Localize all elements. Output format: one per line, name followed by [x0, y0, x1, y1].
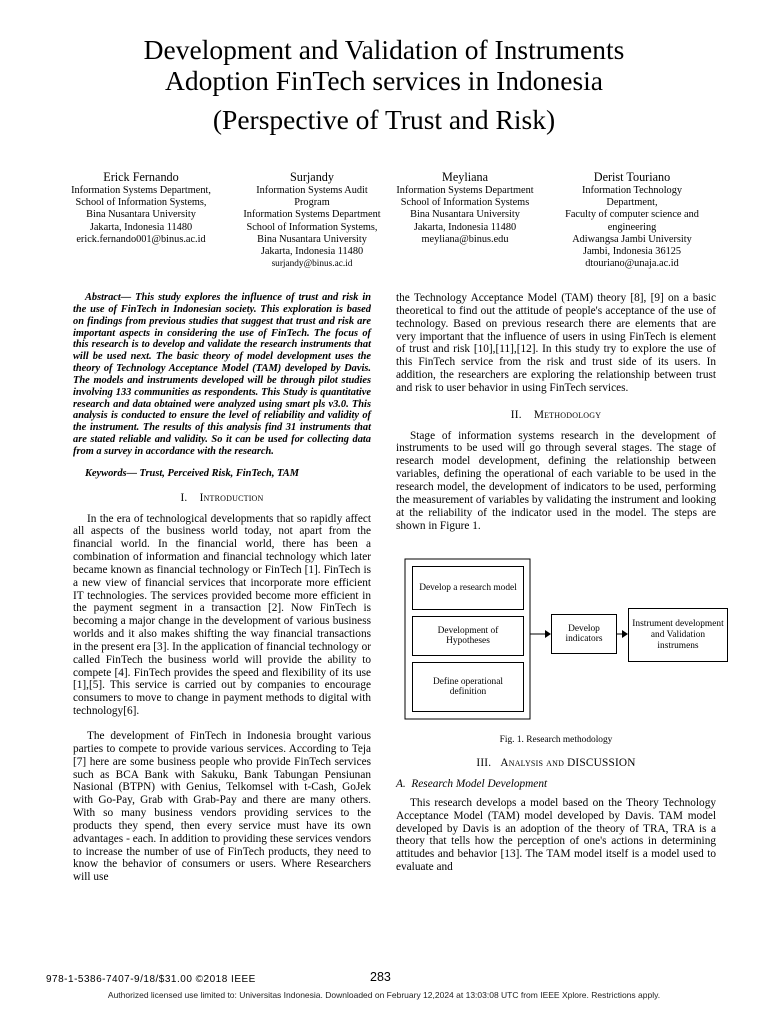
box-development-of-hypotheses: Development of Hypotheses — [412, 616, 524, 656]
author-1 — [48, 170, 234, 246]
section-title: Methodology — [533, 408, 602, 421]
author-affiliation-line: Bina Nusantara University — [410, 209, 520, 221]
box-develop-indicators: Develop indicators — [551, 614, 617, 654]
author-affiliation-line: engineering — [607, 221, 657, 233]
left-column — [73, 292, 371, 884]
isbn-footer: 978-1-5386-7407-9/18/$31.00 ©2018 IEEE — [46, 974, 256, 985]
author-affiliation-line: School of Information Systems, — [246, 221, 378, 233]
author-affiliation-line: Information Systems Audit — [256, 185, 368, 196]
title-line-1: Development and Validation of Instruments — [143, 34, 625, 65]
author-affiliation-line: Information Systems Department — [243, 209, 381, 221]
author-affiliation-line: Adiwangsa Jambi University — [572, 233, 692, 245]
title-line-2: Adoption FinTech services in Indonesia — [165, 65, 603, 96]
author-affiliation-line: Information Technology — [581, 185, 683, 196]
author-affiliation-line: Jakarta, Indonesia 11480 — [260, 246, 364, 258]
body-paragraph: Stage of information systems research in the development of instruments to be used will go through several stages. The stage of research model development, defining the relationship between variables, defining the operational of each variable to be used in the research model, the development of indicators to be used, performing the measurement of variables by validating the instrument and looking at the reliability of the indicator used in the model. The steps are shown in Figure 1. — [396, 429, 716, 532]
author-affiliation-line: Jakarta, Indonesia 11480 — [413, 221, 517, 233]
keywords: Keywords— Trust, Perceived Risk, FinTech, TAM — [85, 467, 299, 479]
section-heading-introduction — [73, 492, 371, 505]
section-number: III. — [476, 757, 492, 770]
author-affiliation-line: Jambi, Indonesia 36125 — [582, 246, 682, 258]
author-name: Erick Fernando — [103, 170, 179, 184]
author-block — [48, 170, 720, 280]
author-affiliation-line: Bina Nusantara University — [86, 209, 196, 221]
body-paragraph: In the era of technological developments that so rapidly affect all aspects of the business world today, not apart from the financial world. In the financial world, there has been a combination of information and financial technology which later became known as financial technology or FinTech [1]. FinTech is a new view of financial services that incorporate more efficient IT technologies. The services provided become more efficient in the payment segment in a transaction [2]. Now FinTech is becoming a major change in the development of various business worlds and it also makes shifting the way financial transactions in the present era [3]. In the application of financial technology or called FinTech the business world will provide the ability to compete [4]. FinTech provides the speed and flexibility of its use [1],[5]. This service is carried out by companies to encourage consumers to move to change in payment methods to digital with technology[6]. — [73, 512, 371, 718]
author-affiliation-line: Program — [294, 197, 330, 209]
box-instrument-development-validation: Instrument development and Validation instrumens — [628, 608, 728, 662]
body-paragraph: The development of FinTech in Indonesia brought various parties to compete to provide various services. According to Teja [7] here are some business people who provide FinTech services such as BCA Bank with Sakuku, Bank Tabungan Pensiunan Nasional (BTPN) with Genius, Telkomsel with t-Cash, GoJek with Go-Pay, Grab with Grab-Pay and there are many others. With so many business vendors providing services to the products they spend, then every service must have its own advantages - each. In addition to providing these services vendors to increase the number of use of FinTech products, they need to know the behavior of consumers or users. Where Researchers will use — [73, 730, 371, 884]
author-affiliation-line: Bina Nusantara University — [257, 233, 367, 245]
subsection-letter: A. — [396, 778, 406, 791]
author-name: Surjandy — [289, 170, 334, 184]
box-define-operational-definition: Define operational definition — [412, 662, 524, 712]
subsection-heading — [396, 778, 716, 791]
section-number: I. — [180, 491, 188, 504]
section-heading-methodology — [396, 409, 716, 422]
author-affiliation-line: Information Systems Department — [396, 185, 534, 196]
abstract — [73, 292, 371, 480]
author-name: Meyliana — [441, 170, 489, 184]
page-number: 283 — [370, 970, 391, 984]
subsection-title: Research Model Development — [411, 778, 548, 791]
author-affiliation-line: Information Systems Department, — [71, 185, 211, 196]
author-email: erick.fernando001@binus.ac.id — [76, 233, 206, 245]
author-email: meyliana@binus.edu — [421, 233, 509, 245]
abstract-text: Abstract— This study explores the influence of trust and risk in the use of FinTech in Indonesian society. This exploration is based on findings from previous studies that suggest that trust and risk are important aspects in considering the use of FinTech. The focus of this research is to develop and validate the research instruments that will be used next. The basic theory of model development uses the theory of Technology Acceptance Model (TAM) developed by Davis. The models and instruments developed will be through pilot studies involving 133 communities as respondents. This Study is quantitative research and data obtained were analyzed using smart pls v3.0. This analysis is conducted to ensure the level of reliability and validity of the instrument. The results of this analysis find 31 instruments that are stated reliable and validity. So it can be used for collecting data from a survey in accordance with the research. — [73, 292, 371, 457]
author-4 — [542, 170, 722, 270]
section-number: II. — [510, 408, 522, 421]
author-2 — [224, 170, 400, 270]
section-heading-analysis — [396, 757, 716, 770]
title-line-3: (Perspective of Trust and Risk) — [212, 104, 556, 135]
author-3 — [376, 170, 554, 246]
license-notice: Authorized licensed use limited to: Universitas Indonesia. Downloaded on February 12,2024 at 13:03:08 UTC from IEEE Xplore. Restrictions apply. — [107, 990, 661, 1000]
figure-caption: Fig. 1. Research methodology — [499, 735, 613, 746]
right-column — [396, 292, 724, 874]
box-develop-research-model: Develop a research model — [412, 566, 524, 610]
author-affiliation-line: School of Information Systems — [400, 197, 530, 209]
author-affiliation-line: Jakarta, Indonesia 11480 — [89, 221, 193, 233]
author-affiliation-line: Department, — [606, 197, 658, 209]
section-title: Analysis and DISCUSSION — [500, 757, 636, 770]
author-affiliation-line: Faculty of computer science and — [565, 209, 699, 221]
body-paragraph: the Technology Acceptance Model (TAM) theory [8], [9] on a basic theoretical to find out the attitude of people's acceptance of the use of technology. Based on previous research there are elements that are very important that the influence of users in using FinTech is element of trust and risk [10],[11],[12]. In this study try to explore the use of this FinTech service from the risk and trust side of its users. In addition, the researchers are exploring the relationship between trust and risk to user behavior in using FinTech services. — [396, 292, 716, 394]
author-email: surjandy@binus.ac.id — [271, 259, 353, 270]
paper-title — [40, 34, 728, 135]
author-affiliation-line: School of Information Systems, — [75, 197, 207, 209]
author-name: Derist Touriano — [593, 170, 671, 184]
research-methodology-figure — [404, 558, 724, 728]
section-title: Introduction — [199, 491, 264, 504]
author-email: dtouriano@unaja.ac.id — [585, 258, 679, 270]
body-paragraph: This research develops a model based on the Theory Technology Acceptance Model (TAM) model developed by Davis. TAM model developed by Davis is an adoption of the theory of TRA, TRA is a theory that tells how the perception of one's actions in determining attitudes and behavior [13]. The TAM model itself is a model used to evaluate and — [396, 796, 716, 874]
